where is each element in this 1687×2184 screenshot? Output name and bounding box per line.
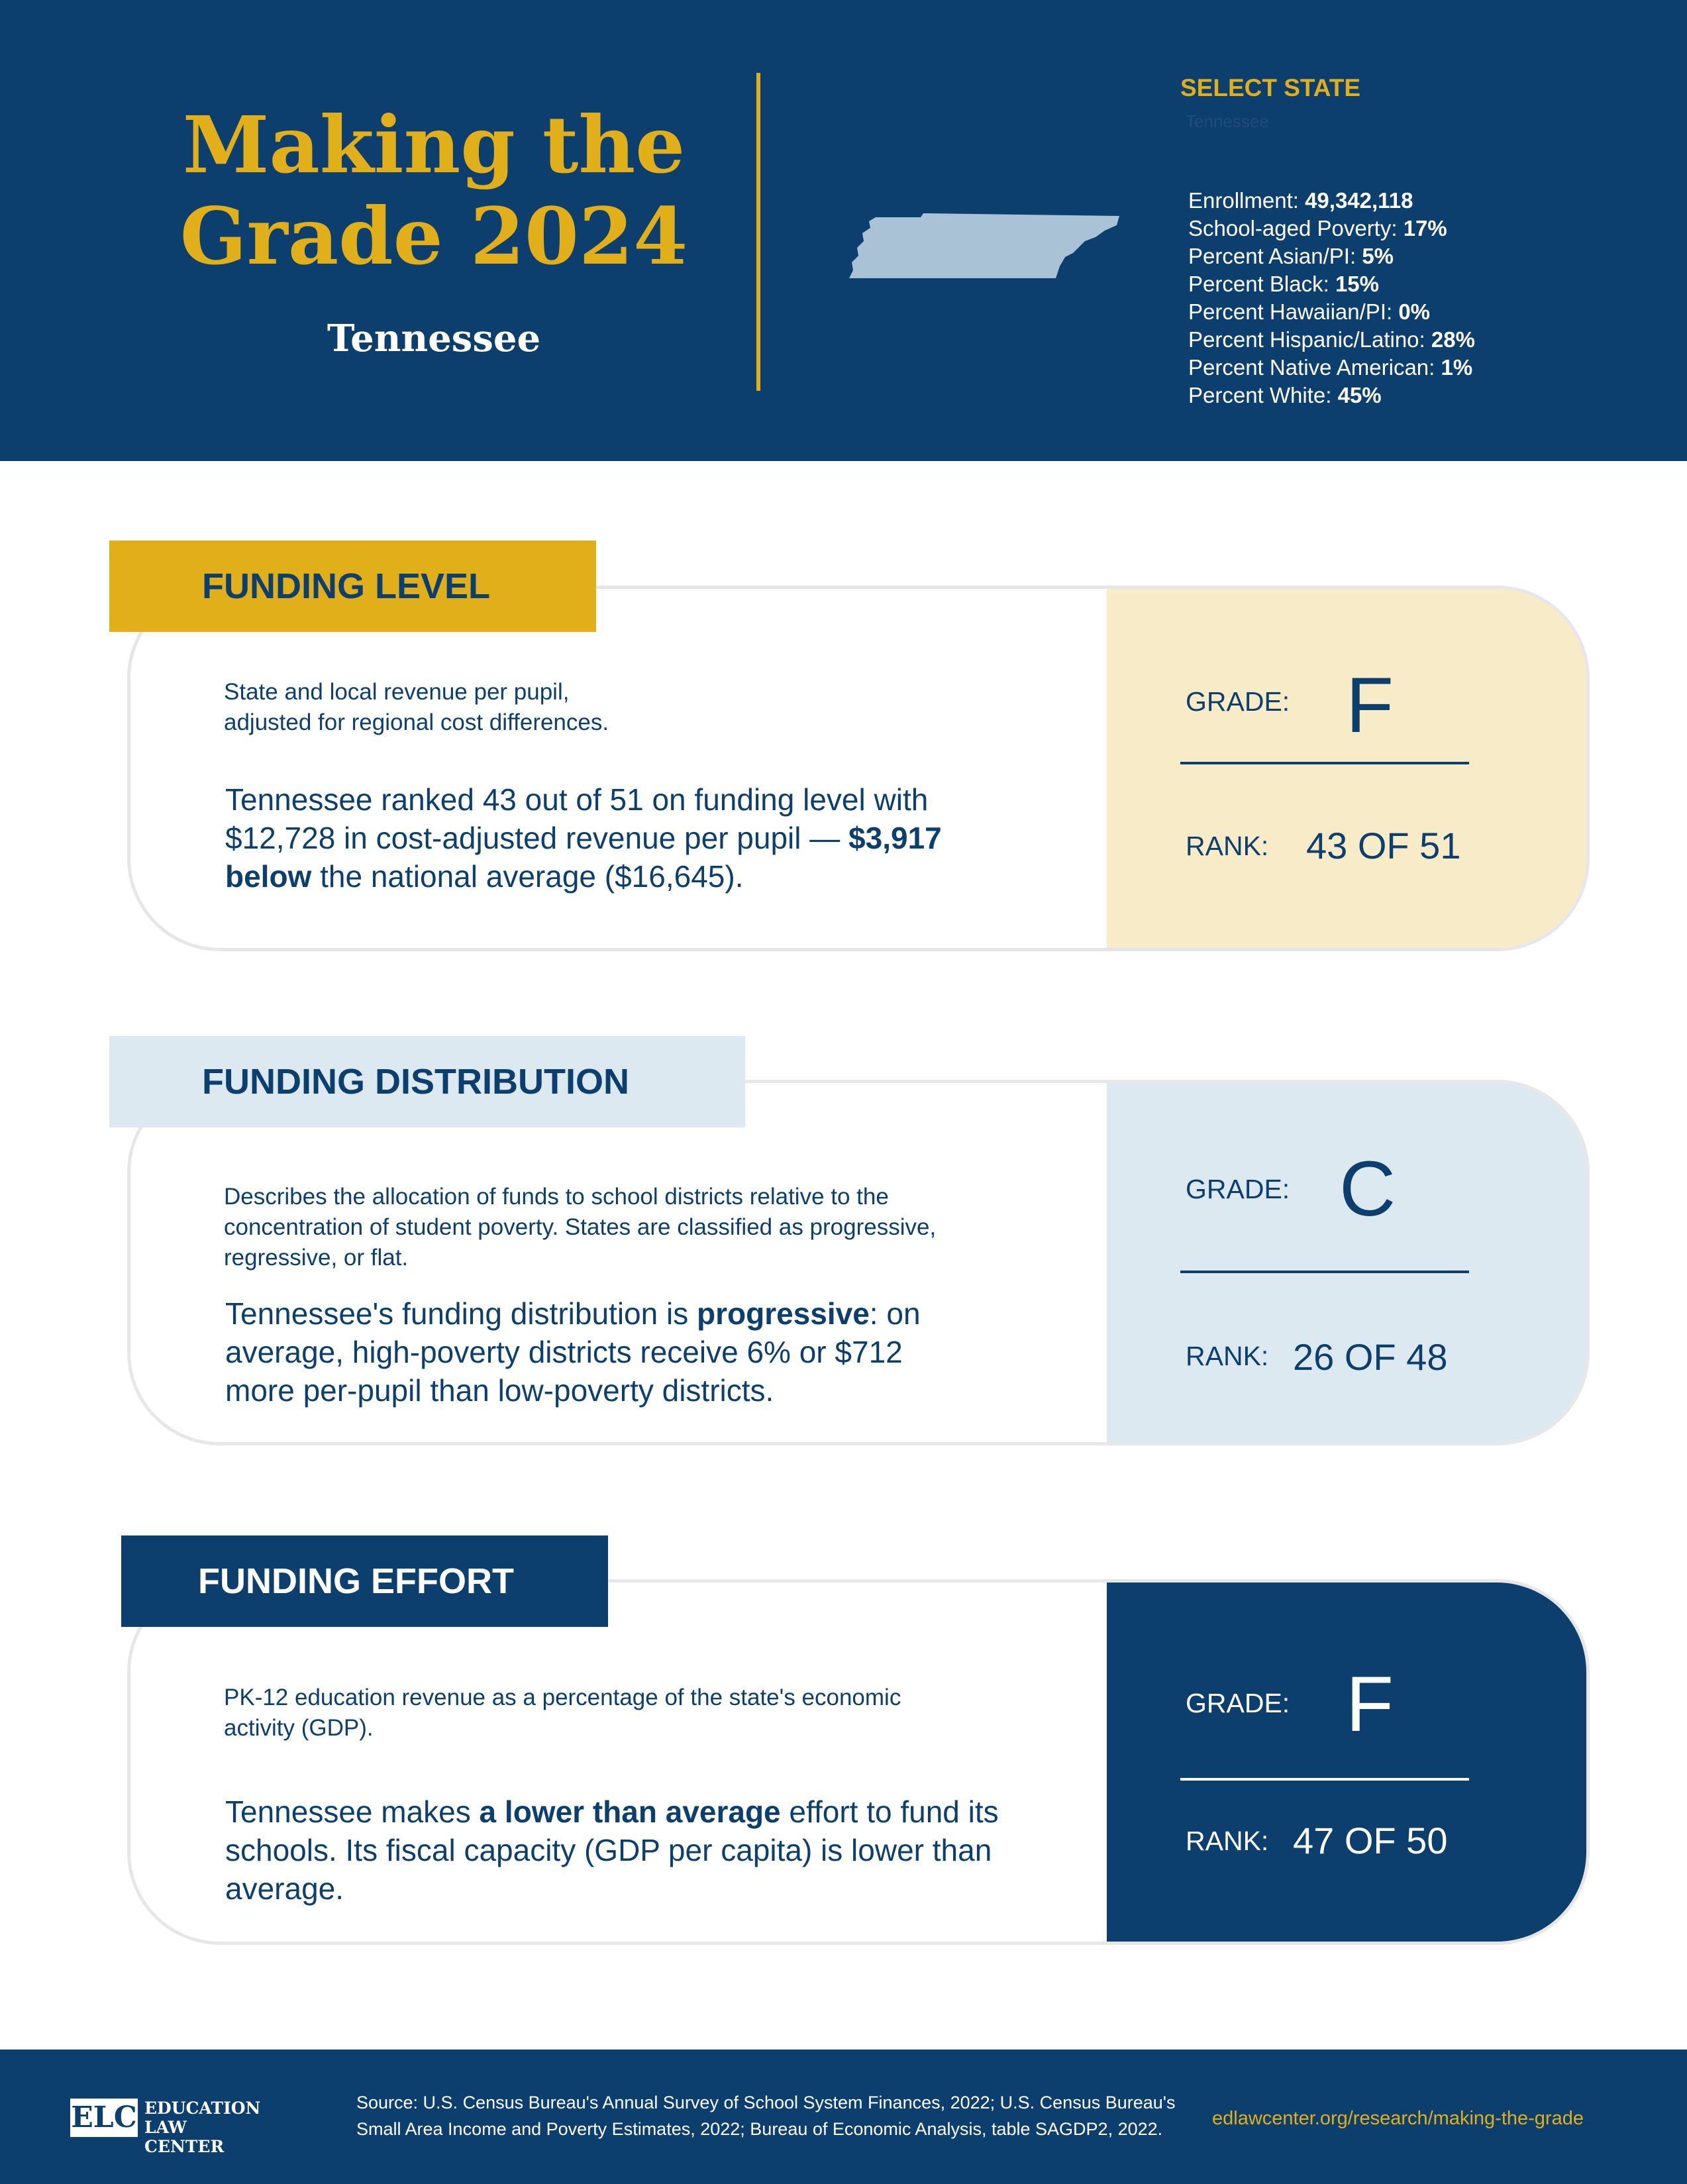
funding-level-heading: FUNDING LEVEL [202,566,491,606]
funding-effort-rank: 47 OF 50 [1293,1820,1448,1861]
state-name: Tennessee [327,317,541,360]
stat-white: Percent White: 45% [1188,383,1382,407]
funding-level-grade-label: GRADE: [1186,686,1290,717]
funding-distribution-description: Describes the allocation of funds to school districts relative to the concentration of student poverty. States are classified as progressive, regressive, or flat. [224,1184,937,1271]
funding-effort-rule [1180,1778,1469,1781]
elc-logo-text: EDUCATION LAW CENTER [144,2099,261,2156]
funding-effort-grade-panel [1107,1583,1586,1942]
title-line-2: Grade 2024 [179,190,688,282]
funding-effort-grade: F [1346,1661,1394,1748]
funding-level-card [127,586,1590,951]
funding-level-grade-panel [1107,589,1586,948]
stat-hispanic: Percent Hispanic/Latino: 28% [1188,327,1475,352]
footer-link[interactable]: edlawcenter.org/research/making-the-grade [1212,2108,1584,2129]
funding-level-grade: F [1346,662,1394,749]
stat-enrollment: Enrollment: 49,342,118 [1188,188,1413,213]
funding-level-rank: 43 OF 51 [1306,825,1461,866]
funding-distribution-tab [109,1036,745,1127]
stat-native-american: Percent Native American: 1% [1188,355,1473,380]
funding-level-rule [1180,762,1469,764]
stat-poverty: School-aged Poverty: 17% [1188,216,1447,240]
funding-effort-summary: Tennessee makes a lower than average effort to fund its schools. Its fiscal capacity (GDP per capita) is lower than average. [225,1794,999,1906]
stat-black: Percent Black: 15% [1188,272,1379,296]
funding-level-rank-label: RANK: [1186,831,1269,861]
funding-level-summary: Tennessee ranked 43 out of 51 on funding level with $12,728 in cost-adjusted revenue per pupil — $3,917 below the national average ($16,645). [225,782,942,894]
source-citation: Source: U.S. Census Bureau's Annual Survey of School System Finances, 2022; U.S. Census Bureau's Small Area Income and Poverty Estimates, 2022; Bureau of Economic Analysis, table SAGDP2, 2022. [356,2093,1176,2139]
select-state-dropdown[interactable]: Tennessee [1186,111,1269,131]
funding-effort-description: PK-12 education revenue as a percentage of the state's economic activity (GDP). [224,1685,901,1741]
header-divider [756,73,760,391]
elc-logo-mark: ELC [70,2099,138,2137]
stat-hawaiian: Percent Hawaiian/PI: 0% [1188,299,1431,324]
page-header [0,0,1687,461]
page-title [159,99,709,282]
funding-distribution-rank-label: RANK: [1186,1341,1269,1371]
elc-logo [70,2099,269,2156]
stat-asian: Percent Asian/PI: 5% [1188,244,1394,268]
select-state-label: SELECT STATE [1180,74,1361,101]
funding-effort-rank-label: RANK: [1186,1826,1269,1856]
funding-distribution-grade: C [1339,1145,1396,1233]
funding-distribution-rule [1180,1271,1469,1273]
funding-effort-heading: FUNDING EFFORT [198,1561,514,1601]
state-stats [1188,187,1475,409]
funding-level-description: State and local revenue per pupil, adjusted for regional cost differences. [224,679,609,735]
funding-effort-grade-label: GRADE: [1186,1688,1290,1718]
funding-distribution-summary: Tennessee's funding distribution is progressive: on average, high-poverty districts receive 6% or $712 more per-pupil than low-poverty districts. [225,1296,921,1408]
page-footer [0,2050,1687,2184]
funding-level-tab [109,541,596,632]
title-line-1: Making the [182,99,686,191]
tennessee-map-icon [849,213,1121,280]
funding-distribution-rank: 26 OF 48 [1293,1336,1448,1378]
funding-effort-tab [121,1535,608,1627]
funding-distribution-heading: FUNDING DISTRIBUTION [202,1062,629,1102]
funding-distribution-grade-label: GRADE: [1186,1174,1290,1204]
funding-distribution-grade-panel [1107,1083,1586,1442]
